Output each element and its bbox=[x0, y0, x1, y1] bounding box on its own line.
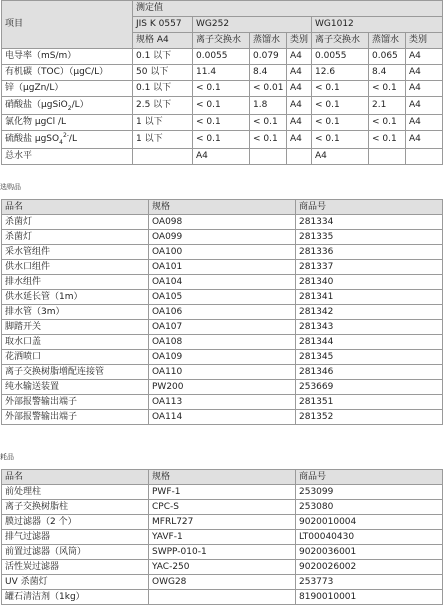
measured-value: A4 bbox=[406, 97, 443, 115]
measured-value: < 0.1 bbox=[250, 115, 287, 131]
spec-row-label: 锌（μgZn/L） bbox=[2, 81, 133, 97]
cell-spec: OA099 bbox=[149, 230, 296, 245]
measured-value: A4 bbox=[287, 65, 312, 81]
cell-name: UV 杀菌灯 bbox=[2, 575, 149, 590]
cell-spec: OA104 bbox=[149, 275, 296, 290]
cell-name: 离子交换树脂柱 bbox=[2, 500, 149, 515]
table-row bbox=[2, 275, 443, 290]
table-row bbox=[2, 380, 443, 395]
jis-header-line2: 规格 A4 bbox=[133, 33, 193, 49]
measured-value: 12.6 bbox=[312, 65, 369, 81]
cell-code: 281341 bbox=[296, 290, 443, 305]
cell-code: 281344 bbox=[296, 335, 443, 350]
cell-code: 281340 bbox=[296, 275, 443, 290]
consumables-table bbox=[1, 469, 443, 605]
cell-name: 脚踏开关 bbox=[2, 320, 149, 335]
cell-name: 外部报警输出端子 bbox=[2, 410, 149, 425]
measured-value: A4 bbox=[312, 149, 369, 165]
measured-value: 0.0055 bbox=[312, 49, 369, 65]
options-header-code: 商品号 bbox=[296, 200, 443, 215]
table-row bbox=[2, 590, 443, 605]
sub-header-class: 类别 bbox=[406, 33, 443, 49]
cell-code: 9020010004 bbox=[296, 515, 443, 530]
sub-header-distilled: 蒸馏水 bbox=[250, 33, 287, 49]
measured-value: A4 bbox=[406, 81, 443, 97]
cell-code: 281346 bbox=[296, 365, 443, 380]
cell-name: 供水口组件 bbox=[2, 260, 149, 275]
measured-value: A4 bbox=[193, 149, 250, 165]
cell-name: 取水口盖 bbox=[2, 335, 149, 350]
cell-spec bbox=[149, 590, 296, 605]
item-header: 项目 bbox=[2, 1, 133, 49]
spec-row bbox=[2, 65, 443, 81]
spec-row-label bbox=[2, 97, 133, 115]
cell-code: 253773 bbox=[296, 575, 443, 590]
cell-name: 活性炭过滤器 bbox=[2, 560, 149, 575]
measured-value bbox=[406, 149, 443, 165]
measured-value: < 0.1 bbox=[369, 115, 406, 131]
label-subscript: 2 bbox=[67, 104, 72, 112]
table-row bbox=[2, 305, 443, 320]
table-row bbox=[2, 410, 443, 425]
measured-value bbox=[369, 149, 406, 165]
measured-value: < 0.1 bbox=[312, 81, 369, 97]
cell-spec: SWPP-010-1 bbox=[149, 545, 296, 560]
measured-value: A4 bbox=[287, 49, 312, 65]
cell-name: 纯水输送装置 bbox=[2, 380, 149, 395]
measured-value: 0.0055 bbox=[193, 49, 250, 65]
cell-code: 8190010001 bbox=[296, 590, 443, 605]
model-header-wg252: WG252 bbox=[193, 17, 312, 33]
cell-name: 前置过滤器（风筒） bbox=[2, 545, 149, 560]
label-text: 硫酸盐 μgSO bbox=[5, 134, 60, 144]
table-row bbox=[2, 395, 443, 410]
table-row bbox=[2, 515, 443, 530]
measured-value: < 0.1 bbox=[250, 131, 287, 149]
table-row bbox=[2, 230, 443, 245]
cell-spec: YAC-250 bbox=[149, 560, 296, 575]
cell-name: 罐石清洁剂（1kg） bbox=[2, 590, 149, 605]
sub-header-ion: 离子交换水 bbox=[193, 33, 250, 49]
cell-name: 前处理柱 bbox=[2, 485, 149, 500]
cell-spec: OWG28 bbox=[149, 575, 296, 590]
cell-spec: OA100 bbox=[149, 245, 296, 260]
table-row bbox=[2, 260, 443, 275]
cell-name: 杀菌灯 bbox=[2, 215, 149, 230]
spec-row-label: 总水平 bbox=[2, 149, 133, 165]
cell-code: 9020036001 bbox=[296, 545, 443, 560]
spec-row bbox=[2, 149, 443, 165]
spec-row bbox=[2, 49, 443, 65]
table-row bbox=[2, 320, 443, 335]
table-row bbox=[2, 545, 443, 560]
spec-row-label: 氯化物 μgCl /L bbox=[2, 115, 133, 131]
table-row bbox=[2, 530, 443, 545]
jis-value bbox=[133, 149, 193, 165]
cell-code: 281352 bbox=[296, 410, 443, 425]
measured-header: 测定值 bbox=[133, 1, 443, 17]
measured-value: A4 bbox=[287, 131, 312, 149]
cell-code: 9020026002 bbox=[296, 560, 443, 575]
jis-value: 1 以下 bbox=[133, 115, 193, 131]
measured-value: < 0.1 bbox=[193, 97, 250, 115]
table-row bbox=[2, 485, 443, 500]
cell-spec: OA108 bbox=[149, 335, 296, 350]
label-text: /L） bbox=[71, 100, 89, 110]
cell-code: 281342 bbox=[296, 305, 443, 320]
cell-code: 253669 bbox=[296, 380, 443, 395]
cell-name: 排水管（3m） bbox=[2, 305, 149, 320]
jis-value: 0.1 以下 bbox=[133, 81, 193, 97]
cell-name: 排气过滤器 bbox=[2, 530, 149, 545]
spec-row bbox=[2, 97, 443, 115]
table-row bbox=[2, 575, 443, 590]
measured-value: < 0.1 bbox=[193, 115, 250, 131]
measured-value: 1.8 bbox=[250, 97, 287, 115]
cell-code: 281335 bbox=[296, 230, 443, 245]
cell-spec: OA106 bbox=[149, 305, 296, 320]
cell-spec: MFRL727 bbox=[149, 515, 296, 530]
table-row bbox=[2, 350, 443, 365]
cell-spec: OA114 bbox=[149, 410, 296, 425]
measured-value: A4 bbox=[287, 97, 312, 115]
table-row bbox=[2, 560, 443, 575]
label-text: /L bbox=[68, 134, 77, 144]
label-superscript: 2- bbox=[62, 132, 69, 139]
measured-value: 8.4 bbox=[250, 65, 287, 81]
measured-value: < 0.1 bbox=[312, 115, 369, 131]
options-header-name: 品名 bbox=[2, 200, 149, 215]
cell-name: 采水管组件 bbox=[2, 245, 149, 260]
sub-header-class: 类别 bbox=[287, 33, 312, 49]
cell-code: 281345 bbox=[296, 350, 443, 365]
jis-value: 1 以下 bbox=[133, 131, 193, 149]
measured-value: < 0.1 bbox=[312, 131, 369, 149]
jis-header-line1: JIS K 0557 bbox=[133, 17, 193, 33]
measured-value: < 0.1 bbox=[312, 97, 369, 115]
cell-code: 281337 bbox=[296, 260, 443, 275]
cell-spec: PWF-1 bbox=[149, 485, 296, 500]
spec-row-label: 电导率（mS/m） bbox=[2, 49, 133, 65]
cell-spec: OA101 bbox=[149, 260, 296, 275]
options-table bbox=[1, 199, 443, 425]
cell-code: 281336 bbox=[296, 245, 443, 260]
cell-name: 杀菌灯 bbox=[2, 230, 149, 245]
spec-row-label: 有机碳（TOC）（μgC/L） bbox=[2, 65, 133, 81]
table-row bbox=[2, 290, 443, 305]
consumables-header-name: 品名 bbox=[2, 470, 149, 485]
label-subscript: 4 bbox=[59, 138, 63, 146]
cell-code: 281334 bbox=[296, 215, 443, 230]
sub-header-distilled: 蒸馏水 bbox=[369, 33, 406, 49]
cell-spec: OA113 bbox=[149, 395, 296, 410]
cell-name: 膜过滤器（2 个） bbox=[2, 515, 149, 530]
jis-value: 2.5 以下 bbox=[133, 97, 193, 115]
options-section-title: 选购品 bbox=[0, 183, 21, 191]
cell-spec: OA109 bbox=[149, 350, 296, 365]
cell-name: 供水延长管（1m） bbox=[2, 290, 149, 305]
measured-value: < 0.1 bbox=[193, 81, 250, 97]
cell-code: 253099 bbox=[296, 485, 443, 500]
cell-name: 外部报警输出端子 bbox=[2, 395, 149, 410]
cell-spec: OA098 bbox=[149, 215, 296, 230]
measured-value: 2.1 bbox=[369, 97, 406, 115]
measured-value: < 0.1 bbox=[193, 131, 250, 149]
table-row bbox=[2, 215, 443, 230]
spec-row-label bbox=[2, 131, 133, 149]
cell-name: 花洒喷口 bbox=[2, 350, 149, 365]
measured-value: A4 bbox=[287, 81, 312, 97]
spec-table bbox=[1, 0, 443, 165]
table-row bbox=[2, 245, 443, 260]
measured-value: < 0.1 bbox=[369, 81, 406, 97]
options-body bbox=[2, 215, 443, 425]
cell-name: 离子交换树脂增配连接管 bbox=[2, 365, 149, 380]
spec-row bbox=[2, 131, 443, 149]
measured-value: A4 bbox=[287, 115, 312, 131]
measured-value: < 0.01 bbox=[250, 81, 287, 97]
cell-spec: YAVF-1 bbox=[149, 530, 296, 545]
spec-row bbox=[2, 81, 443, 97]
measured-value: A4 bbox=[406, 131, 443, 149]
measured-value bbox=[287, 149, 312, 165]
consumables-header-spec: 规格 bbox=[149, 470, 296, 485]
cell-code: 281343 bbox=[296, 320, 443, 335]
options-header-spec: 规格 bbox=[149, 200, 296, 215]
consumables-header-code: 商品号 bbox=[296, 470, 443, 485]
table-row bbox=[2, 500, 443, 515]
table-row bbox=[2, 365, 443, 380]
measured-value: A4 bbox=[406, 115, 443, 131]
consumables-section-title: 耗品 bbox=[0, 453, 14, 461]
cell-code: 281351 bbox=[296, 395, 443, 410]
cell-spec: OA107 bbox=[149, 320, 296, 335]
measured-value: A4 bbox=[406, 49, 443, 65]
measured-value: 0.079 bbox=[250, 49, 287, 65]
cell-spec: OA105 bbox=[149, 290, 296, 305]
spec-row bbox=[2, 115, 443, 131]
cell-name: 排水组件 bbox=[2, 275, 149, 290]
sub-header-ion: 离子交换水 bbox=[312, 33, 369, 49]
measured-value: < 0.1 bbox=[369, 131, 406, 149]
consumables-body bbox=[2, 485, 443, 605]
cell-code: 253080 bbox=[296, 500, 443, 515]
jis-value: 50 以下 bbox=[133, 65, 193, 81]
cell-spec: CPC-S bbox=[149, 500, 296, 515]
measured-value bbox=[250, 149, 287, 165]
measured-value: 8.4 bbox=[369, 65, 406, 81]
measured-value: 11.4 bbox=[193, 65, 250, 81]
jis-value: 0.1 以下 bbox=[133, 49, 193, 65]
spec-body bbox=[2, 49, 443, 165]
measured-value: 0.065 bbox=[369, 49, 406, 65]
model-header-wg1012: WG1012 bbox=[312, 17, 443, 33]
measured-value: A4 bbox=[406, 65, 443, 81]
cell-spec: OA110 bbox=[149, 365, 296, 380]
table-row bbox=[2, 335, 443, 350]
cell-spec: PW200 bbox=[149, 380, 296, 395]
label-text: 硝酸盐（μgSiO bbox=[5, 100, 68, 110]
cell-code: LT00040430 bbox=[296, 530, 443, 545]
